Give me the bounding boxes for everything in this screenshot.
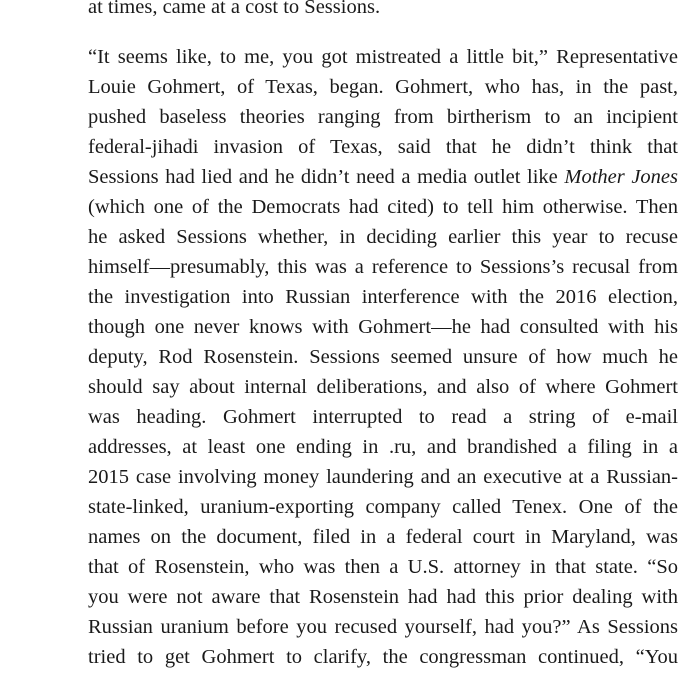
paragraph-line: tried to get Gohmert to clarify, the congressman continued, “You	[88, 646, 678, 668]
paragraph-line: federal-jihadi invasion of Texas, said that he didn’t think that	[88, 136, 678, 158]
paragraph-line: Louie Gohmert, of Texas, began. Gohmert, who has, in the past,	[88, 76, 678, 98]
article-body	[88, 0, 678, 672]
paragraph-line: was heading. Gohmert interrupted to read a string of e-mail	[88, 406, 678, 428]
intro-fragment: at times, came at a cost to Sessions.	[88, 0, 381, 18]
paragraph-line-text: Sessions had lied and he didn’t need a media outlet like	[88, 166, 565, 188]
paragraph-line: should say about internal deliberations, and also of where Gohmert	[88, 376, 678, 398]
paragraph-line: “It seems like, to me, you got mistreated a little bit,” Representative	[88, 46, 678, 68]
publication-name: Mother Jones	[564, 166, 678, 188]
paragraph-line: names on the document, filed in a federal court in Maryland, was	[88, 526, 678, 548]
paragraph-line: though one never knows with Gohmert—he had consulted with his	[88, 316, 678, 338]
paragraph-line	[88, 162, 678, 192]
paragraph-line: you were not aware that Rosenstein had had this prior dealing with	[88, 586, 678, 608]
paragraph-line: Russian uranium before you recused yourself, had you?” As Sessions	[88, 616, 678, 638]
paragraph-spacer	[88, 22, 678, 42]
paragraph-line: (which one of the Democrats had cited) to tell him otherwise. Then	[88, 196, 678, 218]
paragraph	[88, 42, 678, 672]
paragraph-line: he asked Sessions whether, in deciding earlier this year to recuse	[88, 226, 678, 248]
paragraph-line: the investigation into Russian interference with the 2016 election,	[88, 286, 678, 308]
paragraph-line: that of Rosenstein, who was then a U.S. attorney in that state. “So	[88, 556, 678, 578]
paragraph-line: deputy, Rod Rosenstein. Sessions seemed unsure of how much he	[88, 346, 678, 368]
paragraph-line: himself—presumably, this was a reference to Sessions’s recusal from	[88, 256, 678, 278]
paragraph-line: state-linked, uranium-exporting company called Tenex. One of the	[88, 496, 678, 518]
paragraph-line: addresses, at least one ending in .ru, and brandished a filing in a	[88, 436, 678, 458]
paragraph-line: pushed baseless theories ranging from birtherism to an incipient	[88, 106, 678, 128]
paragraph-line: 2015 case involving money laundering and an executive at a Russian-	[88, 466, 678, 488]
